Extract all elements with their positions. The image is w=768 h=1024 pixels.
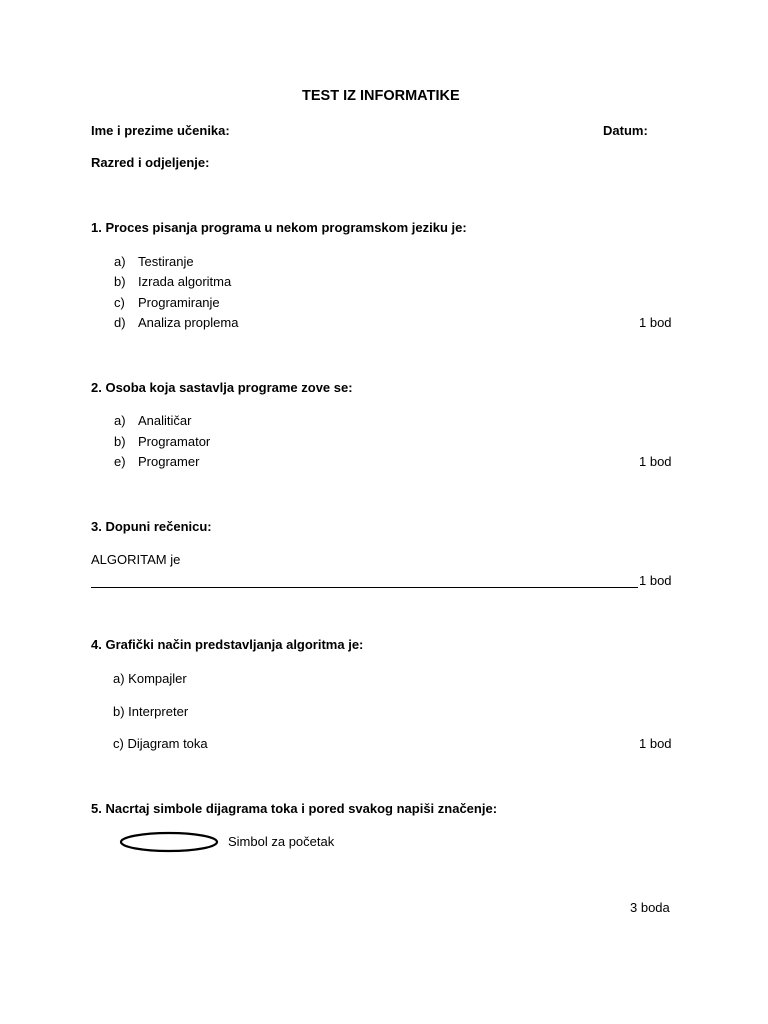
option-text: a) Kompajler [113, 671, 187, 686]
date-label: Datum: [603, 123, 648, 138]
question-1-points: 1 bod [639, 315, 672, 330]
option-marker: b) [114, 274, 126, 289]
class-label: Razred i odjeljenje: [91, 155, 210, 170]
option-text: Programer [138, 454, 200, 469]
option-text: b) Interpreter [113, 704, 189, 719]
question-3-points: 1 bod [639, 573, 672, 588]
question-2-points: 1 bod [639, 454, 672, 469]
start-symbol-oval-icon [119, 831, 219, 856]
start-symbol-label: Simbol za početak [228, 834, 335, 849]
option-marker: a) [114, 254, 126, 269]
option-marker: b) [114, 434, 126, 449]
student-name-label: Ime i prezime učenika: [91, 123, 230, 138]
option-marker: e) [114, 454, 126, 469]
option-text: Programator [138, 434, 211, 449]
option-text: Analitičar [138, 413, 192, 428]
option-text: Analiza proplema [138, 315, 239, 330]
question-2: 2. Osoba koja sastavlja programe zove se: [91, 380, 353, 395]
option-text: Programiranje [138, 295, 220, 310]
answer-line[interactable] [91, 587, 638, 588]
question-3-prompt: ALGORITAM je [91, 552, 181, 567]
option-marker: c) [114, 295, 125, 310]
question-1: 1. Proces pisanja programa u nekom programskom jeziku je: [91, 220, 467, 235]
page-title: TEST IZ INFORMATIKE [302, 88, 460, 104]
question-5: 5. Nacrtaj simbole dijagrama toka i pored svakog napiši značenje: [91, 801, 498, 816]
question-5-points: 3 boda [630, 900, 670, 915]
option-text: c) Dijagram toka [113, 736, 208, 751]
option-text: Testiranje [138, 254, 194, 269]
option-marker: a) [114, 413, 126, 428]
question-4-points: 1 bod [639, 736, 672, 751]
option-text: Izrada algoritma [138, 274, 232, 289]
option-marker: d) [114, 315, 126, 330]
question-3: 3. Dopuni rečenicu: [91, 519, 212, 534]
question-4: 4. Grafički način predstavljanja algoritma je: [91, 637, 364, 652]
